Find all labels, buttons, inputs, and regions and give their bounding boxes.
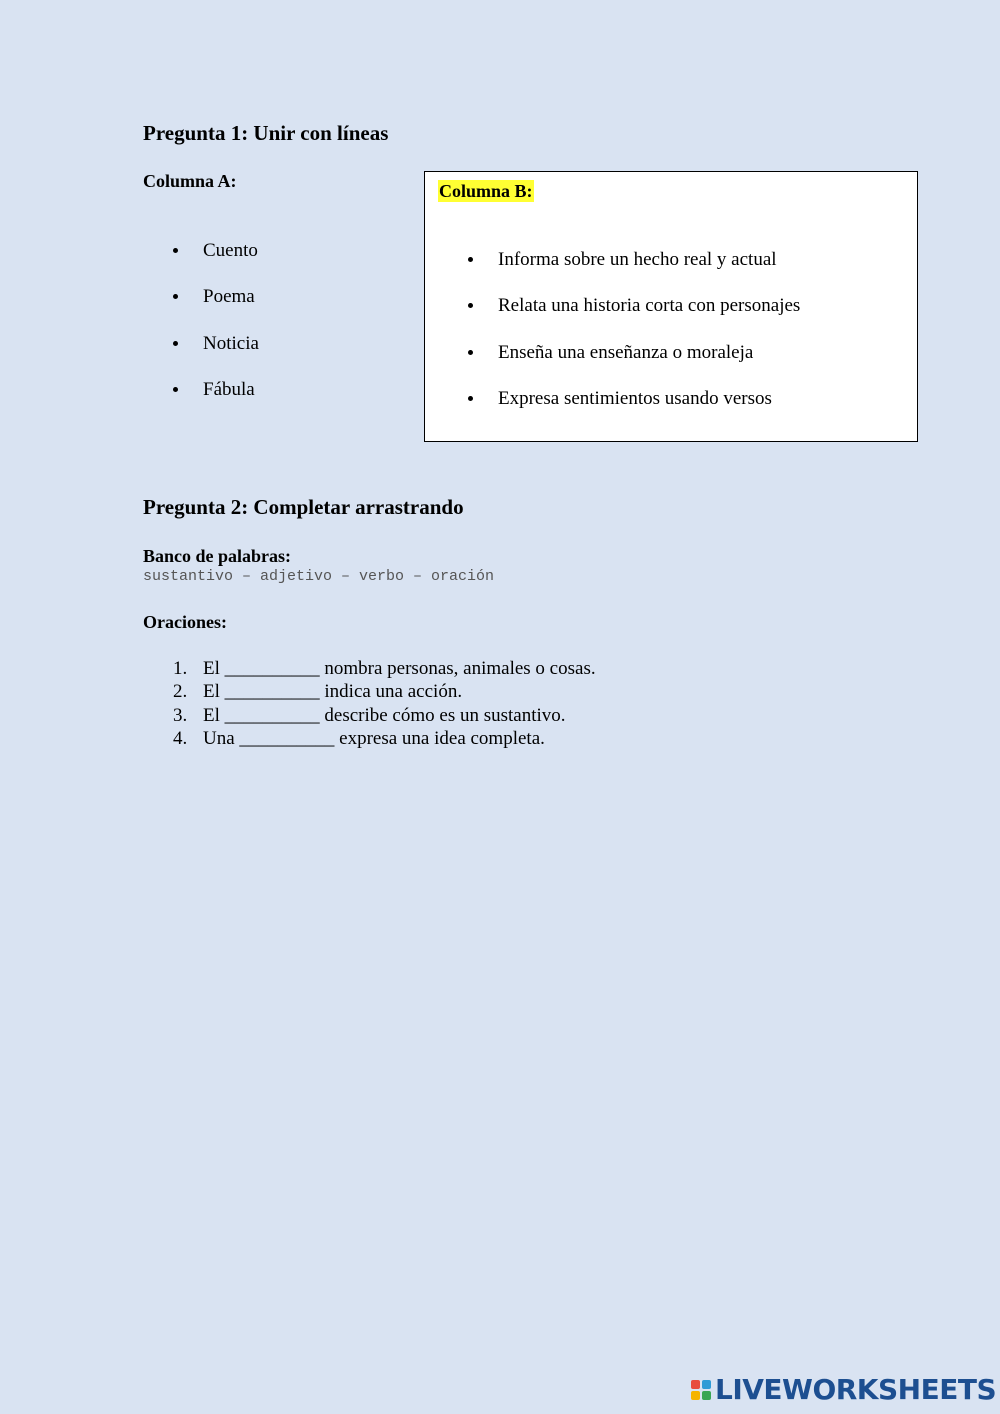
column-a-item[interactable]	[173, 240, 259, 286]
column-b-heading: Columna B:	[439, 181, 533, 201]
liveworksheets-logo[interactable]	[691, 1375, 996, 1405]
sentence-item[interactable]	[173, 727, 596, 750]
bullet-icon	[173, 341, 178, 346]
column-b-item[interactable]	[468, 388, 800, 434]
column-b-list	[468, 249, 800, 434]
column-a-heading: Columna A:	[143, 171, 237, 191]
column-a-item-label: Cuento	[203, 240, 258, 261]
column-a-item[interactable]	[173, 286, 259, 332]
sentence-number: 1.	[173, 658, 188, 679]
sentence-text: El __________ nombra personas, animales o cosas.	[203, 658, 596, 679]
logo-square-icon	[691, 1391, 700, 1400]
sentence-item[interactable]	[173, 704, 596, 727]
sentence-item[interactable]	[173, 657, 596, 680]
sentence-item[interactable]	[173, 680, 596, 703]
question-1-title: Pregunta 1: Unir con líneas	[143, 121, 389, 145]
column-a-item-label: Fábula	[203, 378, 255, 400]
sentences-list	[173, 657, 596, 751]
column-b-item-label: Relata una historia corta con personajes	[498, 295, 801, 317]
sentence-number: 2.	[173, 681, 188, 703]
sentences-heading: Oraciones:	[143, 612, 227, 632]
word-bank: sustantivo – adjetivo – verbo – oración	[143, 568, 495, 585]
sentence-text: El __________ describe cómo es un sustantivo.	[203, 704, 566, 726]
column-b-item[interactable]	[468, 342, 800, 388]
liveworksheets-logo-icon	[691, 1380, 711, 1400]
word-bank-heading: Banco de palabras:	[143, 546, 292, 566]
bullet-icon	[468, 257, 473, 262]
column-b-item[interactable]	[468, 295, 800, 341]
bullet-icon	[173, 248, 178, 253]
sentence-text: Una __________ expresa una idea completa.	[203, 728, 545, 750]
logo-square-icon	[702, 1391, 711, 1400]
logo-text: LIVEWORKSHEETS	[715, 1373, 997, 1406]
logo-square-icon	[691, 1380, 700, 1389]
column-a-item-label: Noticia	[203, 332, 259, 354]
column-b-item-label: Informa sobre un hecho real y actual	[498, 249, 777, 270]
column-b-item-label: Expresa sentimientos usando versos	[498, 387, 772, 409]
column-a-item[interactable]	[173, 379, 259, 425]
column-b-item[interactable]	[468, 249, 800, 295]
column-a-item[interactable]	[173, 333, 259, 379]
bullet-icon	[468, 303, 473, 308]
bullet-icon	[173, 387, 178, 392]
sentence-number: 3.	[173, 704, 188, 726]
sentence-text: El __________ indica una acción.	[203, 681, 463, 703]
bullet-icon	[173, 294, 178, 299]
column-a-list	[173, 240, 259, 425]
question-2-title: Pregunta 2: Completar arrastrando	[143, 495, 464, 519]
bullet-icon	[468, 396, 473, 401]
bullet-icon	[468, 350, 473, 355]
column-a-item-label: Poema	[203, 286, 255, 308]
sentence-number: 4.	[173, 728, 188, 750]
column-b-box	[424, 171, 918, 442]
column-b-item-label: Enseña una enseñanza o moraleja	[498, 341, 754, 363]
logo-square-icon	[702, 1380, 711, 1389]
